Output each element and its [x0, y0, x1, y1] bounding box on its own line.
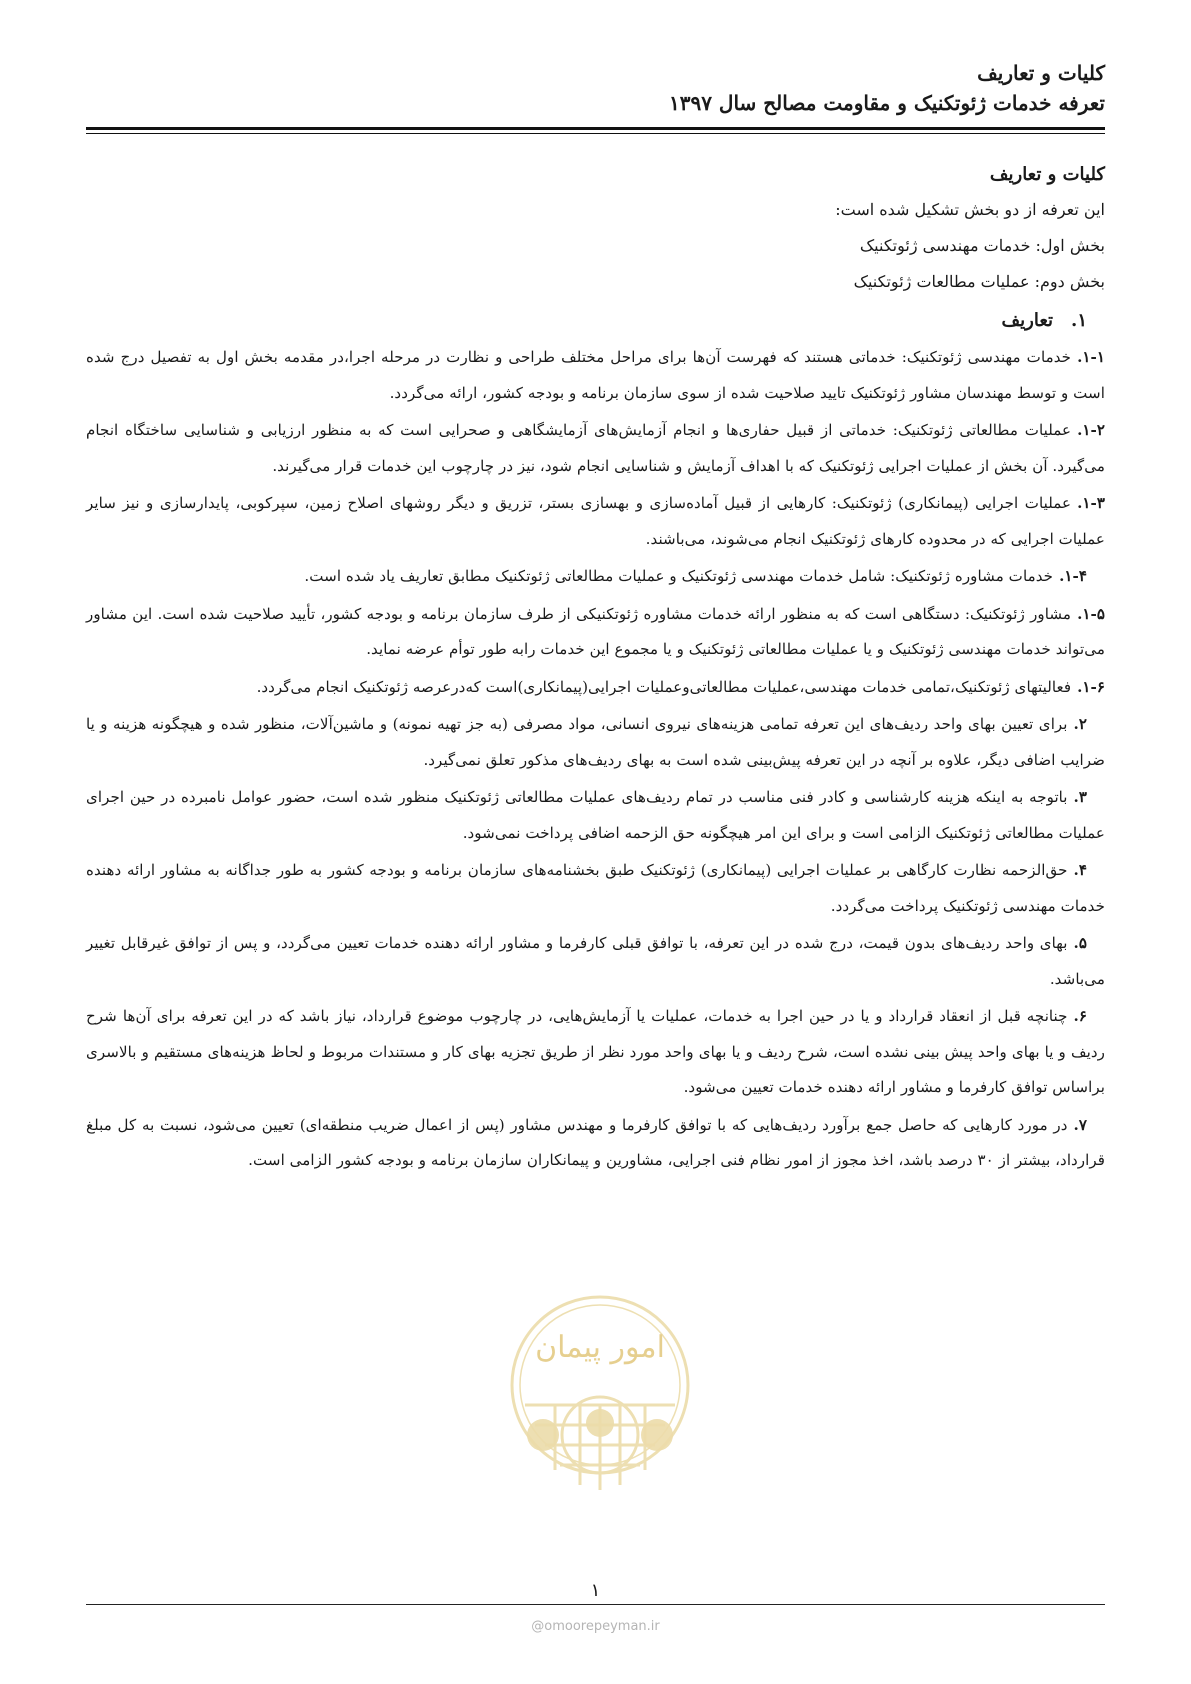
header-subtitle: تعرفه خدمات ژئوتکنیک و مقاومت مصالح سال ۱۳۹۷ [668, 91, 1105, 115]
intro-line: بخش دوم: عملیات مطالعات ژئوتکنیک [853, 272, 1105, 291]
paragraph-number: ۳. [1073, 788, 1087, 806]
definition-paragraph [86, 340, 1105, 411]
definition-paragraph [86, 597, 1105, 668]
paragraph-list [86, 340, 1105, 1179]
paragraph-text: فعالیتهای ژئوتکنیک،تمامی خدمات مهندسی،عملیات مطالعاتی‌وعملیات اجرایی(پیمانکاری)است که‌درعرصه ژئوتکنیک انجام می‌گردد. [256, 677, 1072, 696]
section-title: کلیات و تعاریف [989, 164, 1105, 185]
definition-paragraph [86, 707, 1105, 778]
definition-paragraph [86, 780, 1105, 851]
definition-paragraph [86, 559, 1105, 595]
paragraph-text: برای تعیین بهای واحد ردیف‌های این تعرفه تمامی هزینه‌های نیروی انسانی، مواد مصرفی (به جز تهیه نمونه) و ماشین‌آلات، منظور شده و هیچگونه هزینه و یا ضرایب اضافی دیگر، علاوه بر آنچه در این تعرفه پیش‌بینی شده است به بهای ردیف‌های مذکور تعلق نمی‌گیرد. [86, 715, 1105, 769]
paragraph-text: خدمات مهندسی ژئوتکنیک: خدماتی هستند که فهرست آن‌ها برای مراحل مختلف طراحی و نظارت در مرحله اجرا،در مقدمه بخش اول به تفصیل درج شده است و توسط مهندسان مشاور ژئوتکنیک تایید صلاحیت شده از سوی سازمان برنامه و بودجه کشور، ارائه می‌گردد. [86, 348, 1105, 402]
definition-paragraph [86, 1108, 1105, 1179]
intro-line: بخش اول: خدمات مهندسی ژئوتکنیک [859, 236, 1105, 255]
watermark-text: امور پیمان [535, 1330, 665, 1365]
site-text: @omoorepeyman.ir [531, 1619, 660, 1634]
paragraph-number: ۱-۱. [1077, 348, 1105, 366]
paragraph-number: ۱-۵. [1077, 604, 1105, 623]
paragraph-text: عملیات اجرایی (پیمانکاری) ژئوتکنیک: کارهایی از قبیل آماده‌سازی و بهسازی بستر، تزریق و دیگر روشهای اصلاح زمین، سپرکوبی، پایدارسازی و نیز سایر عملیات اجرایی که در محدوده کارهای ژئوتکنیک انجام می‌شوند، می‌باشند. [86, 494, 1105, 548]
definition-paragraph [86, 853, 1105, 924]
heading-number: ۱. [1071, 310, 1087, 331]
page-number: ۱ [590, 1580, 601, 1601]
paragraph-number: ۲. [1073, 715, 1087, 733]
paragraph-number: ۴. [1073, 861, 1087, 879]
paragraph-text: باتوجه به اینکه هزینه کارشناسی و کادر فنی مناسب در تمام ردیف‌های عملیات مطالعاتی ژئوتکنیک منظور شده است، حضور عوامل نامبرده در حین اجرای عملیات مطالعاتی ژئوتکنیک الزامی است و برای این امر هیچگونه حق الزحمه اضافی پرداخت نمی‌شود. [86, 788, 1105, 842]
heading-text: تعاریف [1001, 310, 1054, 331]
paragraph-text: در مورد کارهایی که حاصل جمع برآورد ردیف‌هایی که با توافق کارفرما و مهندس مشاور (پس از اعمال ضریب منطقه‌ای) تعیین می‌شود، نسبت به کل مبلغ قرارداد، بیشتر از ۳۰ درصد باشد، اخذ مجوز از امور نظام فنی اجرایی، مشاورین و پیمانکاران سازمان برنامه و بودجه کشور الزامی است. [86, 1115, 1105, 1169]
paragraph-text: خدمات مشاوره ژئوتکنیک: شامل خدمات مهندسی ژئوتکنیک و عملیات مطالعاتی ژئوتکنیک مطابق تعاریف یاد شده است. [304, 567, 1054, 585]
page-header [86, 58, 1105, 118]
header-title: کلیات و تعاریف [977, 61, 1105, 85]
paragraph-number: ۱-۲. [1077, 421, 1105, 439]
paragraph-text: بهای واحد ردیف‌های بدون قیمت، درج شده در این تعرفه، با توافق قبلی کارفرما و مشاور ارائه دهنده خدمات تعیین می‌گردد، و پس از توافق غیرقابل تغییر می‌باشد. [86, 934, 1105, 988]
definition-paragraph [86, 486, 1105, 557]
intro-line: این تعرفه از دو بخش تشکیل شده است: [835, 200, 1105, 219]
paragraph-number: ۷. [1073, 1115, 1087, 1134]
watermark-logo [505, 1285, 695, 1535]
paragraph-text: مشاور ژئوتکنیک: دستگاهی است که به منظور ارائه خدمات مشاوره ژئوتکنیکی از طرف سازمان برنامه و بودجه کشور، تأیید صلاحیت شده است. این مشاور می‌تواند خدمات مهندسی ژئوتکنیک و یا عملیات مطالعاتی ژئوتکنیک و یا مجموع این خدمات رابه طور توأم عرضه نماید. [86, 604, 1105, 658]
definition-paragraph [86, 999, 1105, 1106]
paragraph-text: حق‌الزحمه نظارت کارگاهی بر عملیات اجرایی (پیمانکاری) ژئوتکنیک طبق بخشنامه‌های سازمان برنامه و بودجه کشور به طور جداگانه به مشاور ارائه دهنده خدمات مهندسی ژئوتکنیک پرداخت می‌گردد. [86, 861, 1105, 915]
paragraph-number: ۱-۶. [1077, 677, 1105, 696]
paragraph-number: ۵. [1073, 934, 1087, 952]
definitions-heading [86, 304, 1087, 338]
definition-paragraph [86, 926, 1105, 997]
paragraph-number: ۱-۳. [1077, 494, 1105, 512]
page-content [86, 160, 1105, 1181]
footer-rule [86, 1604, 1105, 1605]
header-rule-thick [86, 127, 1105, 130]
paragraph-number: ۶. [1073, 1007, 1087, 1025]
paragraph-text: عملیات مطالعاتی ژئوتکنیک: خدماتی از قبیل حفاری‌ها و انجام آزمایش‌های آزمایشگاهی و صحرایی است که به منظور ارزیابی و شناسایی ساختگاه انجام می‌گیرد. آن بخش از عملیات اجرایی ژئوتکنیک که با اهداف آزمایش و شناسایی انجام شود، نیز در چارچوب این خدمات قرار می‌گیرند. [86, 421, 1105, 475]
definition-paragraph [86, 670, 1105, 706]
paragraph-number: ۱-۴. [1059, 567, 1087, 585]
footer-site [0, 1619, 1191, 1634]
definition-paragraph [86, 413, 1105, 484]
header-rule-thin [86, 133, 1105, 134]
paragraph-text: چنانچه قبل از انعقاد قرارداد و یا در حین اجرا به خدمات، عملیات یا آزمایش‌هایی، در چارچوب موضوع قرارداد، نیاز باشد که در این تعرفه برای آن‌ها شرح ردیف و یا بهای واحد پیش بینی نشده است، شرح ردیف و یا بهای واحد مورد نظر از طریق تجزیه بهای کار و مستندات مربوط و لحاظ هزینه‌های مستقیم و بالاسری براساس توافق کارفرما و مشاور ارائه دهنده خدمات تعیین می‌شود. [86, 1007, 1105, 1096]
